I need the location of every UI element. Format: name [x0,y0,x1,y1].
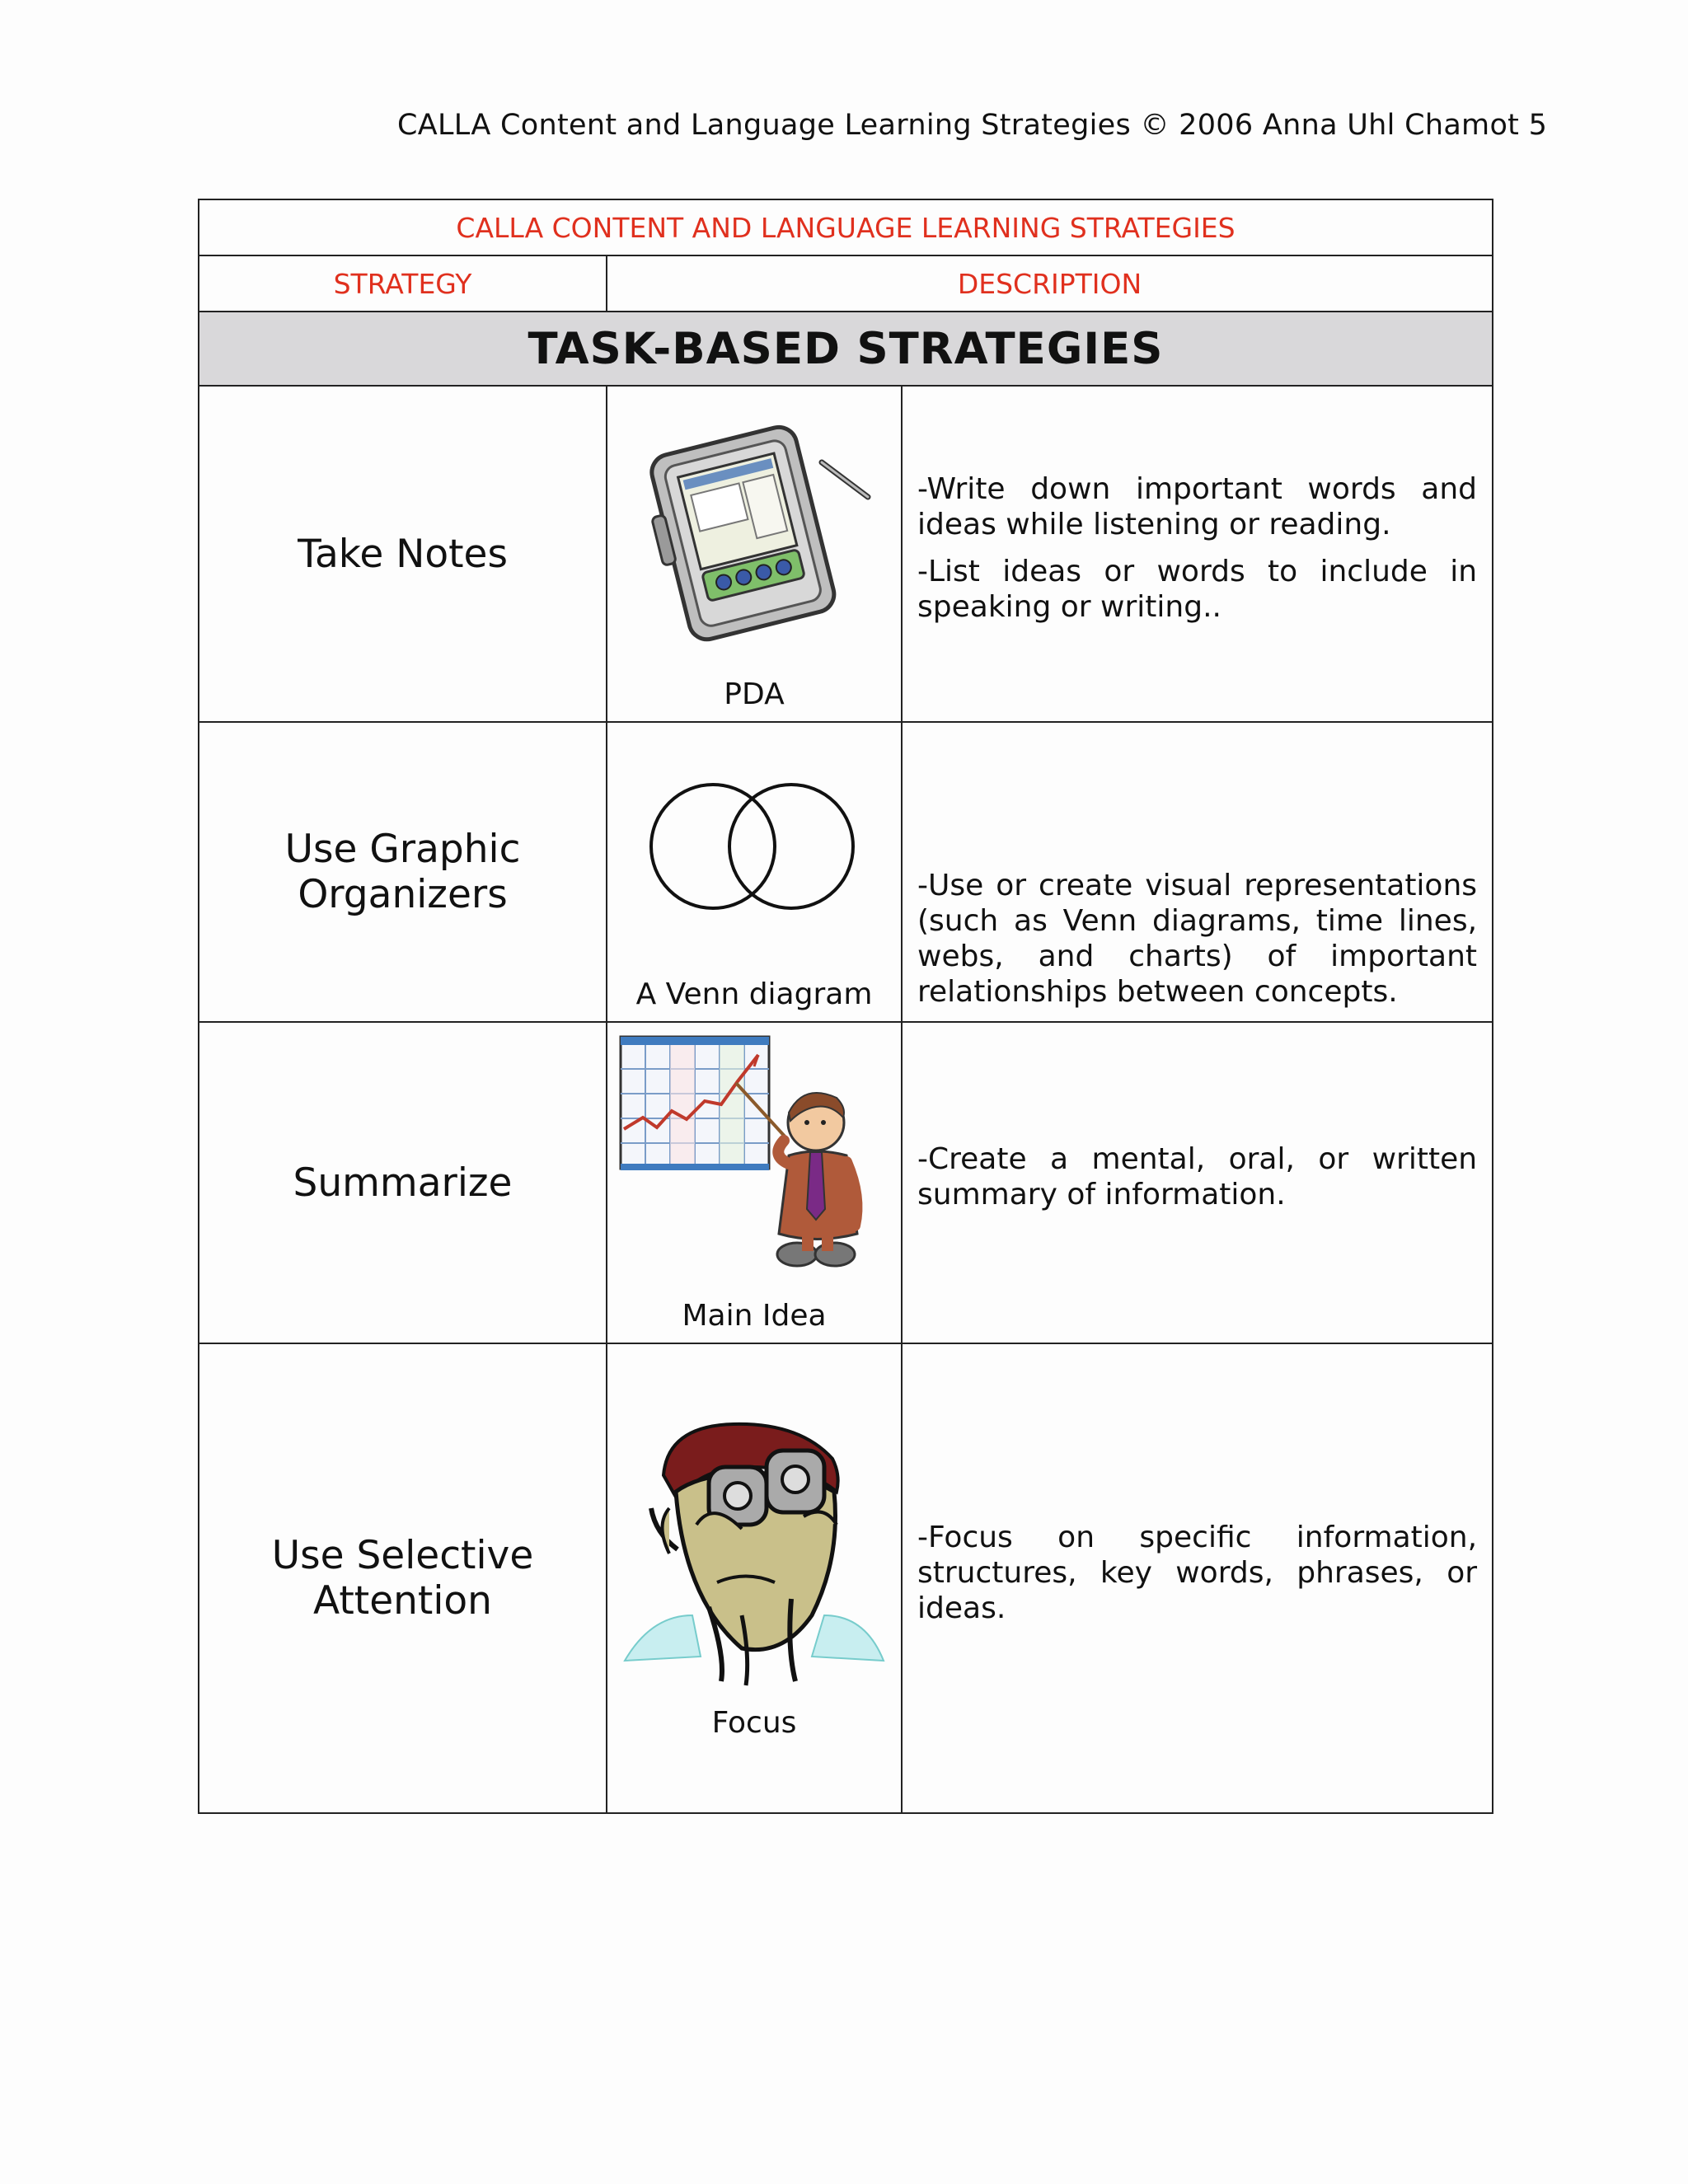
strategy-name [199,1343,607,1813]
venn-diagram-icon [635,764,874,929]
image-caption: PDA [724,677,785,711]
page-header: CALLA Content and Language Learning Strategies © 2006 Anna Uhl Chamot 5 [397,109,1548,142]
strategy-name [199,1022,607,1343]
description-cell [902,722,1493,1022]
column-header-strategy: STRATEGY [199,255,607,312]
strategy-name [199,722,607,1022]
section-heading: TASK-BASED STRATEGIES [199,312,1493,386]
image-caption: Focus [711,1706,797,1740]
description-cell [902,1022,1493,1343]
description-line: -Focus on specific information, structures, key words, phrases, or ideas. [917,1520,1478,1625]
strategies-table [198,199,1493,1814]
description-line: -Write down important words and ideas while listening or reading. [917,472,1478,541]
strategy-name-line: Attention [313,1578,492,1624]
table-title: CALLA CONTENT AND LANGUAGE LEARNING STRATEGIES [199,199,1493,255]
table-row [199,386,1493,722]
image-caption: Main Idea [682,1299,827,1333]
table-row [199,1022,1493,1343]
image-cell [607,1022,902,1343]
image-cell [607,386,902,722]
image-caption: A Venn diagram [635,977,873,1011]
strategy-name-line: Use Selective [271,1533,534,1578]
table-title-row [199,199,1493,255]
description-line: -List ideas or words to include in speaking or writing.. [917,555,1478,624]
description-line: -Create a mental, oral, or written summary of information. [917,1142,1478,1212]
table-row [199,1343,1493,1813]
description-cell [902,1343,1493,1813]
strategy-name-text: Summarize [293,1160,513,1206]
image-cell [607,722,902,1022]
column-header-row [199,255,1493,312]
column-header-description: DESCRIPTION [607,255,1493,312]
pda-icon [631,405,878,652]
table-row [199,722,1493,1022]
image-cell [607,1343,902,1813]
description-cell [902,386,1493,722]
presenter-chart-icon [614,1032,894,1291]
strategy-name-text: Take Notes [298,531,508,577]
strategy-name-line: Organizers [298,872,508,917]
section-row [199,312,1493,386]
binoculars-man-icon [618,1409,890,1690]
description-line: -Use or create visual representations (such as Venn diagrams, time lines, webs, and charts) of important relationships between concepts. [917,869,1478,1009]
strategy-name [199,386,607,722]
strategy-name-line: Use Graphic [284,827,521,872]
